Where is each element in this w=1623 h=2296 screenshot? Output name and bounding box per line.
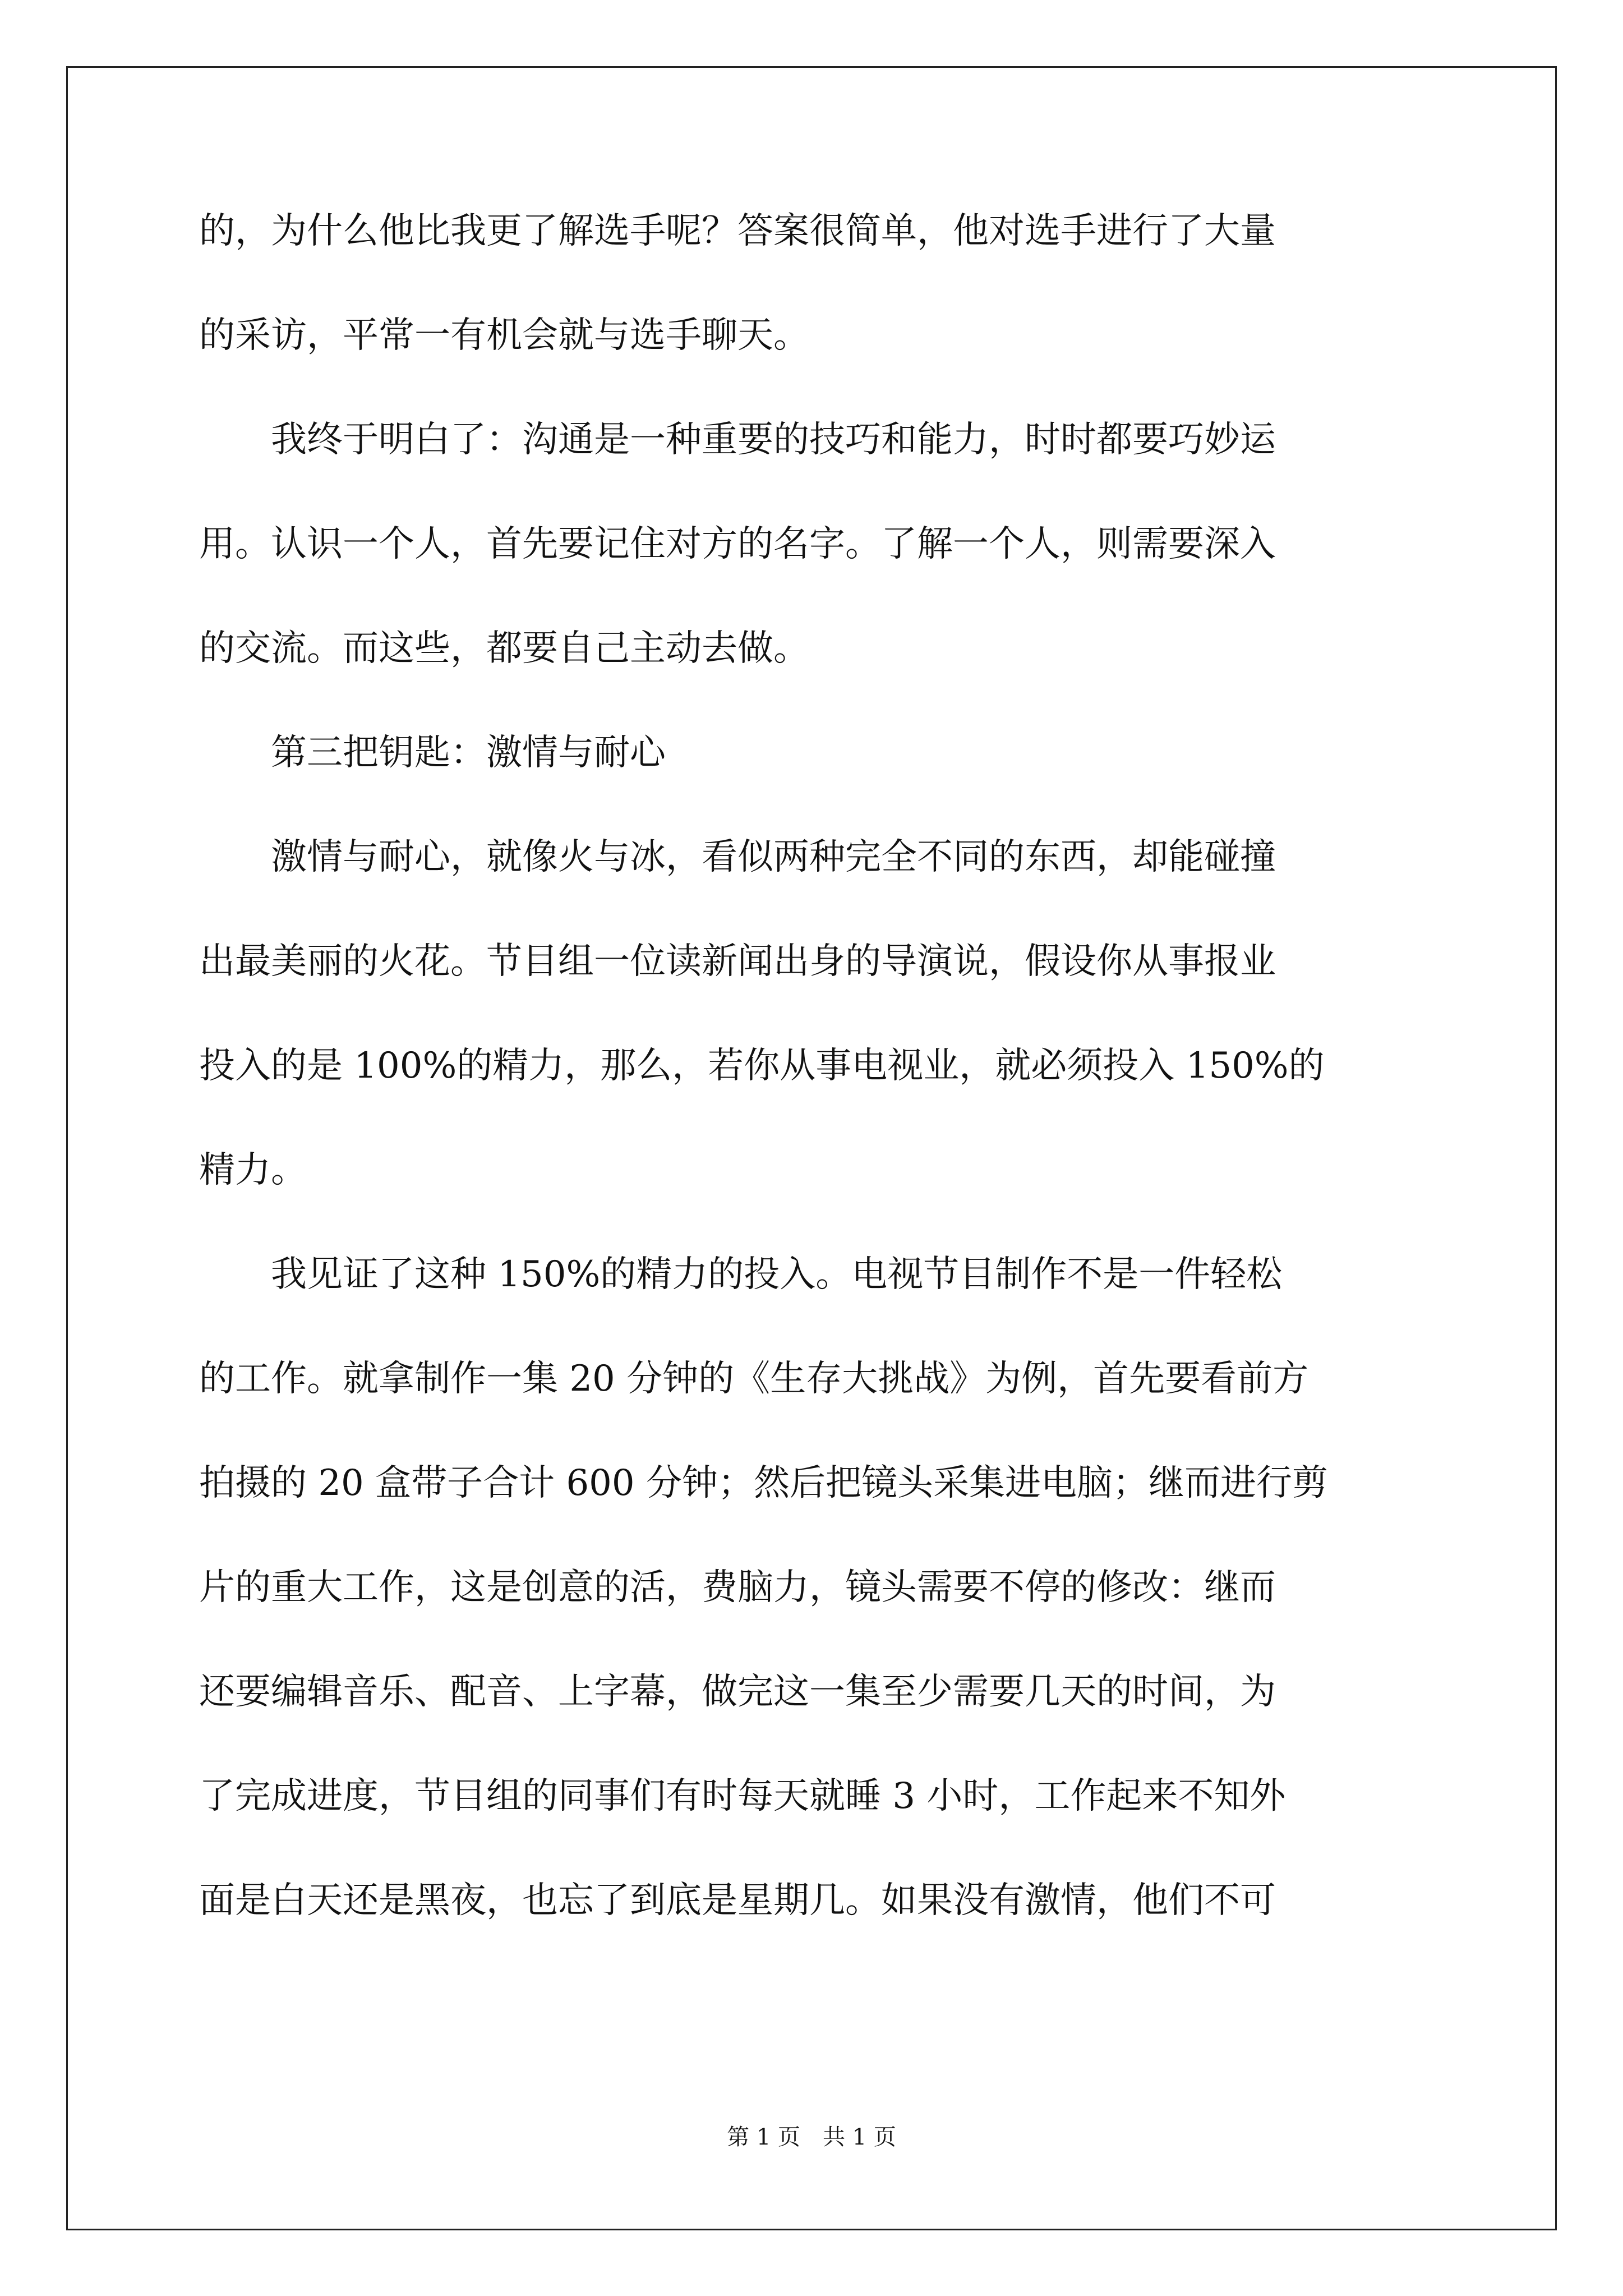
text-line: 我见证了这种 150%的精力的投入。电视节目制作不是一件轻松 [199, 1254, 1283, 1295]
text-line: 的交流。而这些，都要自己主动去做。 [199, 628, 809, 669]
text-line: 的，为什么他比我更了解选手呢？答案很简单，他对选手进行了大量 [199, 210, 1276, 252]
text-line: 我终于明白了：沟通是一种重要的技巧和能力，时时都要巧妙运 [199, 419, 1276, 461]
text-line: 用。认识一个人，首先要记住对方的名字。了解一个人，则需要深入 [199, 523, 1276, 565]
text-line: 的采访，平常一有机会就与选手聊天。 [199, 315, 809, 356]
section-heading: 第三把钥匙：激情与耐心 [199, 732, 666, 774]
text-line: 还要编辑音乐、配音、上字幕，做完这一集至少需要几天的时间，为 [199, 1671, 1276, 1713]
text-line: 激情与耐心，就像火与冰，看似两种完全不同的东西，却能碰撞 [199, 836, 1276, 878]
text-line: 面是白天还是黑夜，也忘了到底是星期几。如果没有激情，他们不可 [199, 1880, 1276, 1921]
text-line: 的工作。就拿制作一集 20 分钟的《生存大挑战》为例，首先要看前方 [199, 1358, 1309, 1400]
text-line: 拍摄的 20 盒带子合计 600 分钟；然后把镜头采集进电脑；继而进行剪 [199, 1462, 1328, 1504]
text-line: 片的重大工作，这是创意的活，费脑力，镜头需要不停的修改：继而 [199, 1567, 1276, 1608]
text-line: 精力。 [199, 1149, 307, 1191]
text-line: 了完成进度，节目组的同事们有时每天就睡 3 小时，工作起来不知外 [199, 1775, 1286, 1817]
text-line: 投入的是 100%的精力，那么，若你从事电视业，就必须投入 150%的 [199, 1045, 1325, 1087]
text-line: 出最美丽的火花。节目组一位读新闻出身的导演说，假设你从事报业 [199, 941, 1276, 982]
page-number-footer: 第 1 页 共 1 页 [727, 2124, 896, 2150]
